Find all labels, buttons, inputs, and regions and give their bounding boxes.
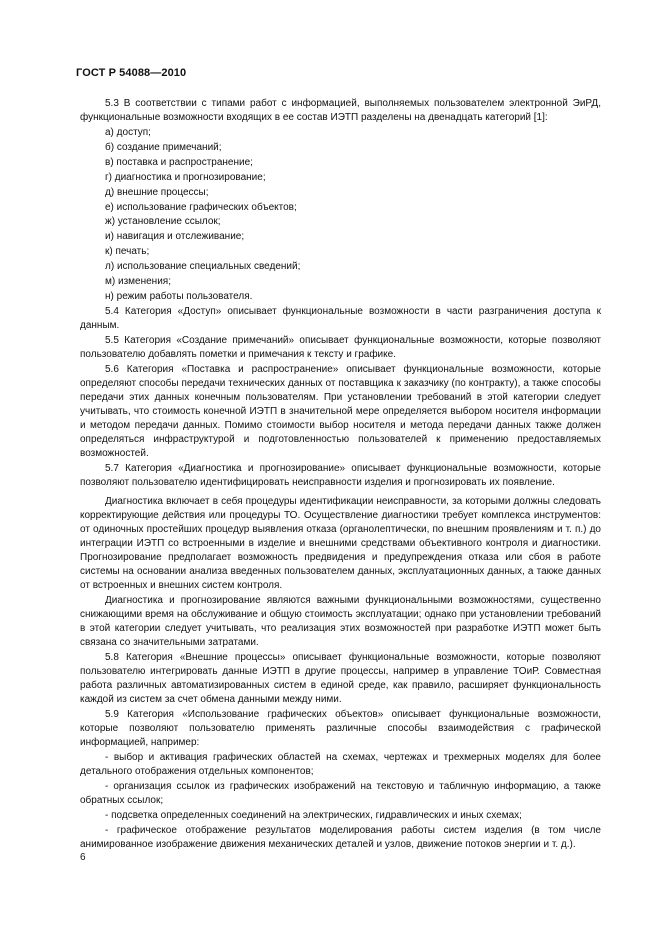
list-item: л) использование специальных сведений; — [105, 261, 301, 273]
list-item: к) печать; — [105, 246, 150, 258]
list-item: д) внешние процессы; — [105, 186, 209, 198]
list-item: и) навигация и отслеживание; — [105, 231, 245, 243]
list-item: а) доступ; — [105, 127, 151, 138]
paragraph: Диагностика включает в себя процедуры идентификации неисправности, за которыми должны следовать корректирующие действия или процедуры ТО. Осуществление диагностики требует комплекса инструментов: от одиночных простейших процедур выявления отказа (органолептически, по внешним проявлениям и т. п.) до интеграции ИЭТП со встроенными в изделие и внешними средствами объективного контроля и диагностики. Прогнозирование предполагает возможность предвидения и предупреждения отказа или сбоя в работе системы на основании анализа введенных пользователем данных, эксплуатационных данных, а также данных от встроенных и внешних систем контроля. — [80, 495, 601, 591]
paragraph: 5.8 Категория «Внешние процессы» описывает функциональные возможности, которые позволяют пользователю интегрировать данные ИЭТП в другие процессы, например в управление ТОиР. Совместная работа различных автоматизированных систем в единой среде, как правило, расширяет функциональность каждой из систем за счет обмена данными между ними. — [80, 651, 601, 705]
paragraph: 5.9 Категория «Использование графических объектов» описывает функциональные возможности, которые позволяют пользователю применять различные способы взаимодействия с графической информацией, например: — [80, 708, 601, 748]
paragraph: 5.7 Категория «Диагностика и прогнозирование» описывает функциональные возможности, которые позволяют пользователю идентифицировать неисправности изделия и прогнозировать их появление. — [80, 462, 601, 488]
paragraph: 5.5 Категория «Создание примечаний» описывает функциональные возможности, которые позволяют пользователю добавлять пометки и примечания к тексту и графике. — [80, 334, 601, 360]
paragraph: 5.4 Категория «Доступ» описывает функциональные возможности в части разграничения доступа к данным. — [80, 305, 601, 331]
list-item: б) создание примечаний; — [105, 141, 222, 153]
list-item: м) изменения; — [105, 276, 171, 288]
document-header: ГОСТ Р 54088—2010 — [76, 67, 187, 79]
paragraph: - организация ссылок из графических изображений на текстовую и табличную информацию, а также обратных ссылок; — [80, 780, 601, 806]
list-item: в) поставка и распространение; — [105, 156, 253, 168]
list-item: е) использование графических объектов; — [105, 201, 297, 213]
paragraph: 5.6 Категория «Поставка и распространение» описывает функциональные возможности, которые определяют способы передачи технических данных от поставщика к заказчику (по контракту), а также способы передачи этих данных конечным пользователям. При установлении требований в этой категории следует учитывать, что стоимость конечной ИЭТП в значительной мере определяется выбором носителя информации и методом передачи данных. Помимо стоимости выбор носителя и метода передачи данных также должен определяться инфраструктурой и подготовленностью пользователей к применению предоставляемых возможностей. — [80, 363, 601, 459]
list-item: ж) установление ссылок; — [105, 216, 221, 228]
list-item: г) диагностика и прогнозирование; — [105, 171, 266, 183]
page-number: 6 — [80, 852, 86, 863]
paragraph: - подсветка определенных соединений на электрических, гидравлических и иных схемах; — [105, 809, 522, 821]
paragraph: Диагностика и прогнозирование являются важными функциональными возможностями, существенно снижающими время на обслуживание и общую стоимость эксплуатации; однако при установлении требований в этой категории следует учитывать, что реализация этих возможностей при разработке ИЭТП может быть связана со значительными затратами. — [80, 594, 601, 648]
paragraph: - графическое отображение результатов моделирования работы систем изделия (в том числе анимированное изображение движения механических деталей и узлов, движение потоков энергии и т. д.). — [80, 824, 601, 850]
paragraph: - выбор и активация графических областей на схемах, чертежах и трехмерных моделях для более детального отображения отдельных компонентов; — [80, 751, 601, 777]
document-body — [80, 97, 601, 853]
list-item: н) режим работы пользователя. — [105, 290, 253, 302]
paragraph: 5.3 В соответствии с типами работ с информацией, выполняемых пользователем электронной ЭиРД, функциональные возможности входящих в ее состав ИЭТП разделены на двенадцать категорий [1]: — [80, 98, 601, 123]
